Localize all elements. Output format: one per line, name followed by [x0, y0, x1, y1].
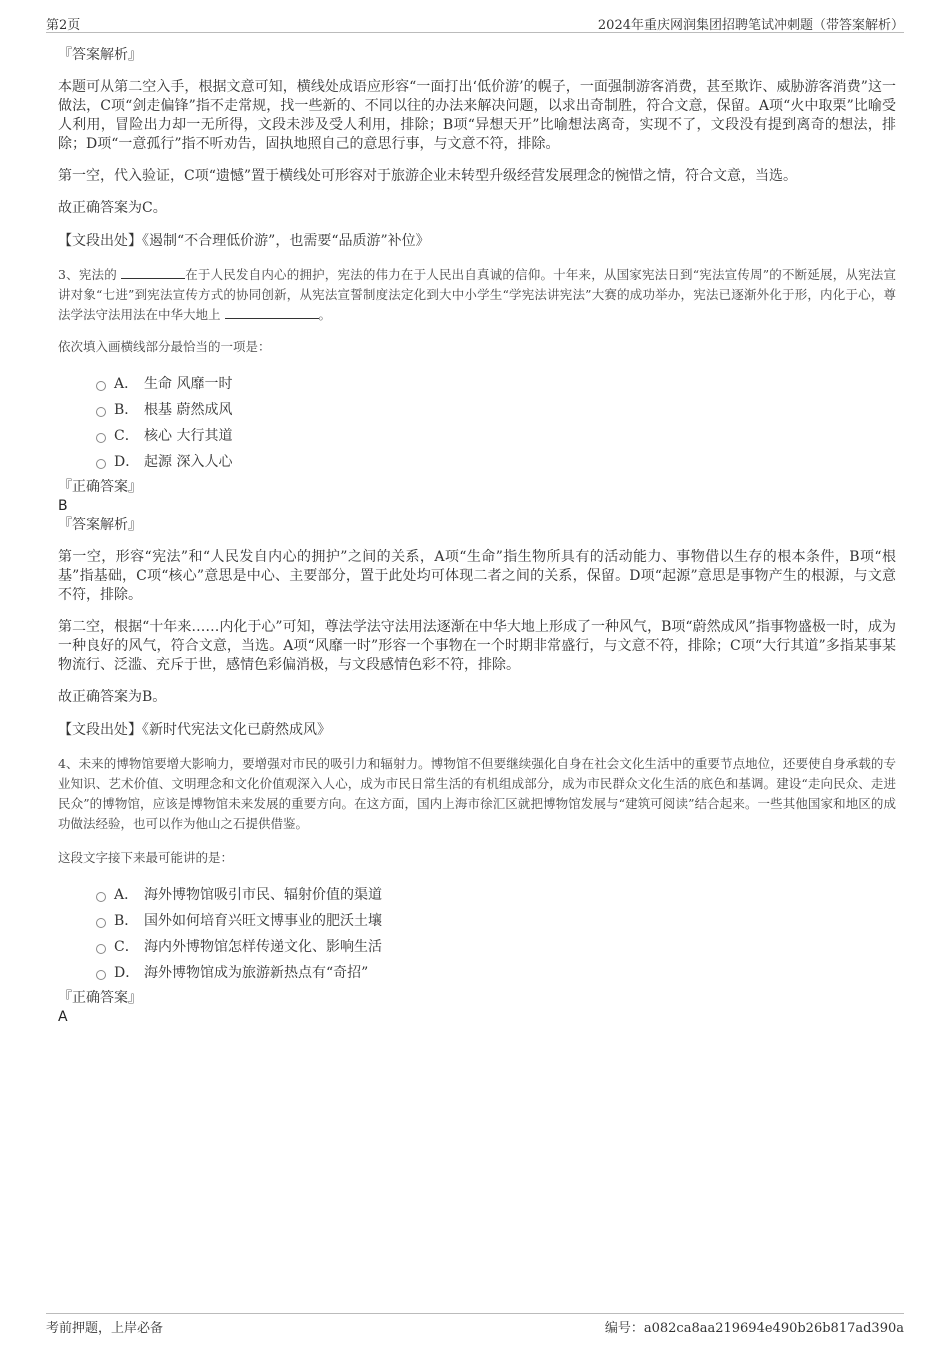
q3-prompt: 依次填入画横线部分最恰当的一项是：	[58, 339, 271, 354]
q2-analysis-para-3: 故正确答案为C。	[58, 200, 167, 216]
q4-options	[96, 882, 896, 986]
radio-button[interactable]	[96, 944, 106, 954]
q3-options	[96, 371, 896, 475]
q3-analysis-para-2: 第二空，根据“十年来……内化于心”可知，尊法学法守法用法逐渐在中华大地上形成了一种风气，B项“蔚然成风”指事物盛极一时，成为一种良好的风气，符合文意，当选。A项“风靡一时”形容一个事物在一个时期非常盛行，与文意不符，排除；C项“大行其道”多指某事某物流行、泛滥、充斥于世，感情色彩偏消极，与文段感情色彩不符，排除。	[58, 619, 896, 673]
q2-analysis-para-2: 第一空，代入验证，C项“遗憾”置于横线处可形容对于旅游企业未转型升级经营发展理念的惋惜之情，符合文意，当选。	[58, 168, 798, 184]
q3-analysis-label: 『答案解析』	[58, 517, 142, 533]
footer-slogan: 考前押题，上岸必备	[46, 1321, 164, 1336]
q3-option-d[interactable]: D． 起源 深入人心	[96, 449, 896, 475]
q3-source: 【文段出处】《新时代宪法文化已蔚然成风》	[58, 722, 331, 738]
q3-blank-2	[225, 306, 319, 319]
radio-button[interactable]	[96, 918, 106, 928]
q3-stem: 3、宪法的 在于人民发自内心的拥护，宪法的伟力在于人民出自真诚的信仰。十年来，从国家宪法日到“宪法宣传周”的不断延展，从宪法宣讲对象“七进”到宪法宣传方式的协同创新，从宪法宣誓制度法定化到大中小学生“学宪法讲宪法”大赛的成功举办，宪法已逐渐外化于形，内化于心，尊法学法守法用法在中华大地上 。	[58, 267, 896, 322]
page-header	[46, 14, 904, 33]
radio-button[interactable]	[96, 407, 106, 417]
q4-option-c[interactable]: C． 海内外博物馆怎样传递文化、影响生活	[96, 934, 896, 960]
q2-source: 【文段出处】《遏制“不合理低价游”，也需要“品质游”补位》	[58, 233, 430, 249]
q3-answer: B	[58, 498, 68, 514]
document-body	[58, 45, 896, 1026]
q4-option-a[interactable]: A． 海外博物馆吸引市民、辐射价值的渠道	[96, 882, 896, 908]
page-footer	[46, 1313, 904, 1337]
q4-option-b[interactable]: B． 国外如何培育兴旺文博事业的肥沃土壤	[96, 908, 896, 934]
radio-button[interactable]	[96, 381, 106, 391]
page-number: 第2页	[46, 18, 81, 33]
q3-blank-1	[121, 266, 185, 279]
radio-button[interactable]	[96, 892, 106, 902]
q2-analysis-para-1: 本题可从第二空入手，根据文意可知，横线处成语应形容“一面打出‘低价游’的幌子，一面强制游客消费，甚至欺诈、威胁游客消费”这一做法，C项“剑走偏锋”指不走常规，找一些新的、不同以往的办法来解决问题，以求出奇制胜，符合文意，保留。A项“火中取栗”比喻受人利用，冒险出力却一无所得，文段未涉及受人利用，排除；B项“异想天开”比喻想法离奇，实现不了，文段没有提到离奇的想法，排除；D项“一意孤行”指不听劝告，固执地照自己的意思行事，与文意不符，排除。	[58, 79, 896, 152]
q4-option-d[interactable]: D． 海外博物馆成为旅游新热点有“奇招”	[96, 960, 896, 986]
radio-button[interactable]	[96, 459, 106, 469]
q3-option-c[interactable]: C． 核心 大行其道	[96, 423, 896, 449]
q4-answer-label: 『正确答案』	[58, 990, 142, 1006]
document-title: 2024年重庆网润集团招聘笔试冲刺题（带答案解析）	[597, 18, 904, 33]
radio-button[interactable]	[96, 970, 106, 980]
q2-analysis-label: 『答案解析』	[58, 47, 142, 63]
q3-analysis-para-3: 故正确答案为B。	[58, 689, 167, 705]
q4-stem: 4、未来的博物馆要增大影响力，要增强对市民的吸引力和辐射力。博物馆不但要继续强化自身在社会文化生活中的重要节点地位，还要使自身承载的专业知识、艺术价值、文明理念和文化价值观深入人心，成为市民日常生活的有机组成部分，成为市民群众文化生活的底色和基调。建设“走向民众、走进民众”的博物馆，应该是博物馆未来发展的重要方向。在这方面，国内上海市徐汇区就把博物馆发展与“建筑可阅读”结合起来。一些其他国家和地区的成功做法经验，也可以作为他山之石提供借鉴。	[58, 756, 896, 831]
q3-option-a[interactable]: A． 生命 风靡一时	[96, 371, 896, 397]
document-code: 编号：a082ca8aa219694e490b26b817ad390a	[604, 1321, 904, 1336]
q4-answer: A	[58, 1009, 68, 1025]
q3-answer-label: 『正确答案』	[58, 479, 142, 495]
radio-button[interactable]	[96, 433, 106, 443]
q3-analysis-para-1: 第一空，形容“宪法”和“人民发自内心的拥护”之间的关系，A项“生命”指生物所具有的活动能力、事物借以生存的根本条件，B项“根基”指基础，C项“核心”意思是中心、主要部分，置于此处均可体现二者之间的关系，保留。D项“起源”意思是事物产生的根源，与文意不符，排除。	[58, 549, 896, 603]
q3-option-b[interactable]: B． 根基 蔚然成风	[96, 397, 896, 423]
q4-prompt: 这段文字接下来最可能讲的是：	[58, 850, 234, 865]
